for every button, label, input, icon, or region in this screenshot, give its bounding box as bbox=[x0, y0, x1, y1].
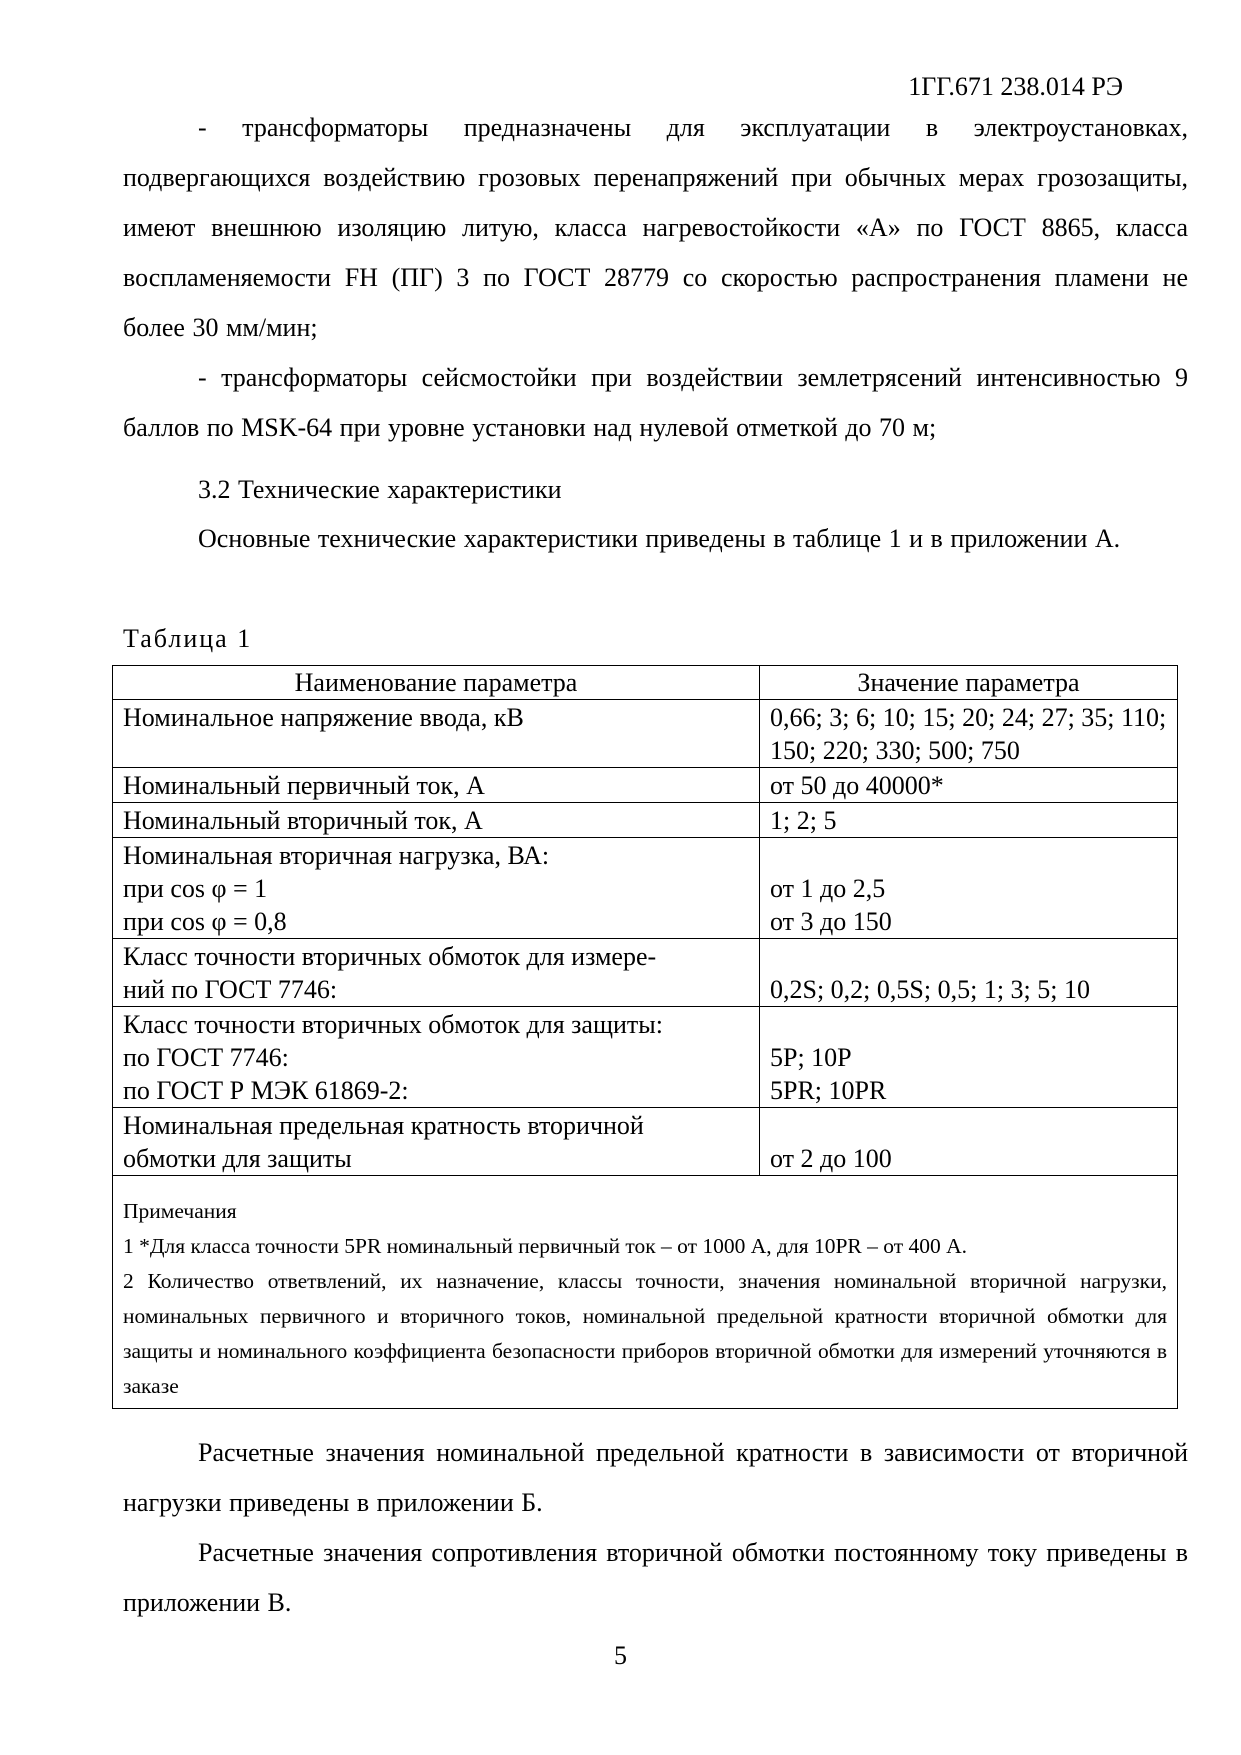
param-value bbox=[760, 838, 1178, 939]
table-header-row bbox=[113, 666, 1178, 700]
table-row bbox=[113, 1007, 1178, 1108]
param-name-line: Номинальная вторичная нагрузка, ВА: bbox=[123, 841, 550, 870]
table-header-name: Наименование параметра bbox=[113, 666, 760, 700]
param-value bbox=[760, 1108, 1178, 1176]
param-name: Номинальный вторичный ток, А bbox=[113, 803, 760, 838]
param-value-line: 5P; 10P bbox=[770, 1043, 852, 1072]
param-value: 1; 2; 5 bbox=[760, 803, 1178, 838]
table-title: Таблица 1 bbox=[123, 624, 253, 653]
note-1: 1 *Для класса точности 5PR номинальный первичный ток – от 1000 А, для 10PR – от 400 А. bbox=[123, 1234, 968, 1258]
param-name-line: ний по ГОСТ 7746: bbox=[123, 975, 338, 1004]
paragraph-appendix-b: Расчетные значения номинальной предельной кратности в зависимости от вторичной нагрузки приведены в приложении Б. bbox=[123, 1438, 1188, 1517]
param-value bbox=[760, 1007, 1178, 1108]
param-value: от 50 до 40000* bbox=[760, 768, 1178, 803]
param-name-line: по ГОСТ Р МЭК 61869-2: bbox=[123, 1076, 409, 1105]
param-name: Номинальное напряжение ввода, кВ bbox=[113, 700, 760, 768]
param-name-line: по ГОСТ 7746: bbox=[123, 1043, 289, 1072]
table-notes-row bbox=[113, 1176, 1178, 1409]
table-row bbox=[113, 939, 1178, 1007]
notes-heading: Примечания bbox=[123, 1199, 237, 1223]
table-row bbox=[113, 803, 1178, 838]
param-name-line: Класс точности вторичных обмоток для защиты: bbox=[123, 1010, 663, 1039]
param-name-line: при cos φ = 1 bbox=[123, 874, 268, 903]
paragraph-seismic: - трансформаторы сейсмостойки при воздействии землетрясений интенсивностью 9 баллов по MSK-64 при уровне установки над нулевой отметкой до 70 м; bbox=[123, 363, 1188, 442]
param-name bbox=[113, 939, 760, 1007]
table-header-value: Значение параметра bbox=[760, 666, 1178, 700]
param-value-line: от 3 до 150 bbox=[770, 907, 892, 936]
param-name-line: Номинальная предельная кратность вторичной bbox=[123, 1111, 644, 1140]
param-name bbox=[113, 838, 760, 939]
table-row bbox=[113, 838, 1178, 939]
table-row bbox=[113, 1108, 1178, 1176]
paragraph-appendix-c: Расчетные значения сопротивления вторичной обмотки постоянному току приведены в приложении В. bbox=[123, 1538, 1188, 1617]
table-row bbox=[113, 700, 1178, 768]
table-notes bbox=[113, 1176, 1178, 1409]
param-name: Номинальный первичный ток, А bbox=[113, 768, 760, 803]
param-value-line: от 1 до 2,5 bbox=[770, 874, 886, 903]
section-heading: 3.2 Технические характеристики bbox=[198, 475, 562, 504]
param-name-line: при cos φ = 0,8 bbox=[123, 907, 287, 936]
paragraph-purpose: - трансформаторы предназначены для эксплуатации в электроустановках, подвергающихся воздействию грозовых перенапряжений при обычных мерах грозозащиты, имеют внешнюю изоляцию литую, класса нагревостойкости «А» по ГОСТ 8865, класса воспламеняемости FH (ПГ) 3 по ГОСТ 28779 со скоростью распространения пламени не более 30 мм/мин; bbox=[123, 113, 1188, 342]
note-2: 2 Количество ответвлений, их назначение, классы точности, значения номинальной вторичной нагрузки, номинальных первичного и вторичного токов, номинальной предельной кратности вторичной обмотки для защиты и номинального коэффициента безопасности приборов вторичной обмотки для измерений уточняются в заказе bbox=[123, 1269, 1167, 1398]
paragraph-intro-table: Основные технические характеристики приведены в таблице 1 и в приложении А. bbox=[198, 524, 1121, 553]
param-name-line: Класс точности вторичных обмоток для измере- bbox=[123, 942, 657, 971]
param-name-line: обмотки для защиты bbox=[123, 1144, 352, 1173]
page-number: 5 bbox=[614, 1641, 627, 1670]
specifications-table bbox=[112, 665, 1178, 1409]
document-code: 1ГГ.671 238.014 РЭ bbox=[908, 72, 1123, 101]
param-value-line: 0,2S; 0,2; 0,5S; 0,5; 1; 3; 5; 10 bbox=[770, 975, 1090, 1004]
param-name bbox=[113, 1007, 760, 1108]
table-row bbox=[113, 768, 1178, 803]
param-value: 0,66; 3; 6; 10; 15; 20; 24; 27; 35; 110; 150; 220; 330; 500; 750 bbox=[760, 700, 1178, 768]
param-value-line: 5PR; 10PR bbox=[770, 1076, 887, 1105]
param-value-line: от 2 до 100 bbox=[770, 1144, 892, 1173]
param-name bbox=[113, 1108, 760, 1176]
param-value bbox=[760, 939, 1178, 1007]
